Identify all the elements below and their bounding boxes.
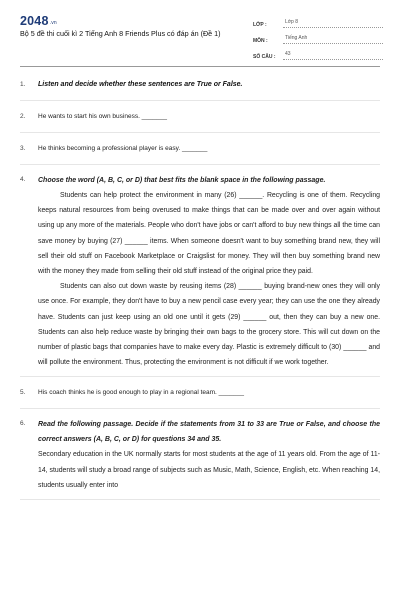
question-number: 5. [20,389,26,397]
question-text: He thinks becoming a professional player is easy. _______ [38,145,208,152]
question-text: Listen and decide whether these sentences are True or False. [38,81,243,88]
meta-count-label: SỐ CÂU : [253,54,276,60]
header-divider [20,66,380,67]
question-item [20,133,380,165]
passage-paragraph: Secondary education in the UK normally starts for most students at the age of 11 years old. From the age of 11-14, students will study a broad range of subjects such as Music, Math, Science, English, etc. When reaching 14, students usually enter into [38,451,380,489]
question-text: He wants to start his own business. _______ [38,113,167,120]
question-text: His coach thinks he is good enough to play in a regional team. _______ [38,389,244,397]
meta-class-value: Lớp 8 [283,18,383,28]
question-number: 4. [20,176,26,183]
question-instruction: Read the following passage. Decide if the statements from 31 to 33 are True or False, and choose the correct answers (A, B, C, or D) for questions 34 and 35. [38,421,380,444]
question-number: 1. [20,81,26,88]
question-list [20,76,380,500]
site-logo[interactable] [20,14,57,28]
question-item [20,377,380,409]
question-item [20,101,380,133]
question-instruction: Choose the word (A, B, C, or D) that best fits the blank space in the following passage. [38,177,326,184]
page-header [0,0,400,64]
question-number: 3. [20,145,26,152]
question-item [20,409,380,500]
question-body [38,417,380,493]
document-meta [253,14,383,62]
question-body [38,173,380,370]
meta-subject-row [253,30,383,44]
logo-text: 2048 [20,14,49,28]
meta-count-row [253,46,383,60]
meta-count-value: 43 [283,50,383,60]
question-number: 6. [20,420,26,428]
question-item [20,76,380,101]
meta-subject-value: Tiếng Anh [283,34,383,44]
question-item [20,165,380,377]
passage-paragraph: Students can help protect the environment in many (26) ______. Recycling is one of them. Recycling keeps natural resources from being overused to make things that can be made over and over again without using up any more of the materials. People who don't have jobs or can't afford to buy new things all the time can save money by buying (27) ______ items. When someone doesn't want to buy something brand new, they will sell their old stuff on Facebook Marketplace or Craigslist for money. They will then buy something brand new with the money they made from selling their old stuff instead of the original price they paid. [38,192,380,276]
question-number: 2. [20,113,26,120]
passage-paragraph: Students can also cut down waste by reusing items (28) ______ buying brand-new ones they will only use once. For example, they don't have to buy a new pencil case every year; they can use the one they already have. Students can just keep using an old one until it gets (29) ______ out, then they can buy a new one. Students can also help reduce waste by bringing their own bags to the grocery store. This will cut down on the number of plastic bags that companies have to make every day. Plastic is extremely difficult to (30) ______ and will pollute the environment. Thus, protecting the environment is not difficult if we work together. [38,283,380,367]
document-title: Bộ 5 đề thi cuối kì 2 Tiếng Anh 8 Friends Plus có đáp án (Đề 1) [20,29,221,38]
meta-class-row [253,14,383,28]
logo-suffix: .vn [49,20,57,26]
meta-class-label: LỚP : [253,22,267,28]
meta-subject-label: MÔN : [253,38,268,44]
